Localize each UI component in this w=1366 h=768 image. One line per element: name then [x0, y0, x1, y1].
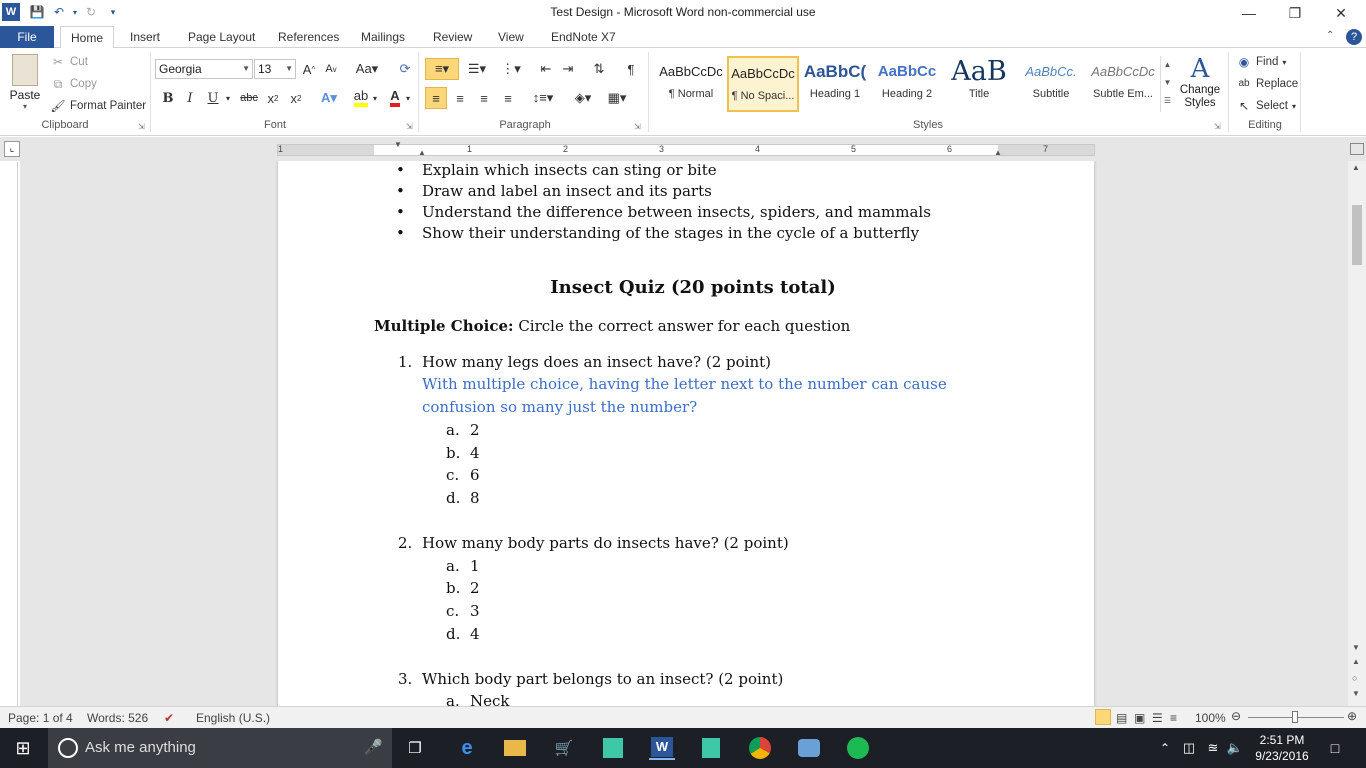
bullets-button[interactable]: ≡▾ — [425, 58, 459, 80]
spotify-icon[interactable] — [845, 736, 871, 760]
change-styles-icon: A — [1190, 54, 1210, 84]
underline-button[interactable]: U — [207, 90, 219, 106]
list-item: • — [396, 224, 405, 242]
multilevel-list-button[interactable]: ⋮▾ — [501, 61, 521, 76]
edge-browser-icon[interactable]: e — [461, 736, 473, 759]
option-letter: c. — [446, 466, 460, 484]
zoom-slider-thumb[interactable] — [1292, 711, 1298, 723]
editing-group-label: Editing — [1248, 119, 1282, 131]
highlighter-icon: ab — [354, 89, 368, 107]
ribbon — [0, 48, 1366, 136]
option-text: 8 — [470, 489, 480, 507]
grow-font-button[interactable]: A ^ — [302, 61, 316, 77]
copy-button[interactable]: ⧉ Copy — [50, 76, 97, 92]
paste-button[interactable] — [6, 52, 44, 112]
multiple-choice-instructions: Multiple Choice: Circle the correct answer for each question — [374, 317, 851, 335]
question-number: 1. — [398, 353, 413, 371]
paste-icon — [12, 54, 38, 86]
option-text: 2 — [470, 421, 480, 439]
shading-button[interactable]: ◈▾ — [574, 90, 592, 105]
style-no-spacing[interactable]: AaBbCcDc ¶ No Spaci... — [727, 56, 799, 112]
text-effects-button[interactable]: A▾ — [321, 90, 337, 105]
battery-icon[interactable]: ◫ — [1182, 740, 1196, 755]
calculator-icon[interactable] — [698, 736, 724, 760]
numbering-button[interactable]: ☰▾ — [467, 61, 487, 76]
list-item: Show their understanding of the stages in the cycle of a butterfly — [422, 224, 920, 242]
question-text: Which body part belongs to an insect? (2 point) — [422, 670, 784, 688]
zoom-out-icon[interactable]: ⊖ — [1231, 709, 1242, 723]
show-hide-marks-button[interactable]: ¶ — [627, 61, 635, 77]
language-indicator[interactable]: English (U.S.) — [196, 711, 271, 725]
option-letter: d. — [446, 625, 461, 643]
ruler-number: 4 — [755, 144, 761, 154]
styles-launcher-icon[interactable]: ⇲ — [1214, 122, 1221, 131]
option-text: Neck — [470, 692, 510, 706]
align-center-button[interactable]: ≡ — [456, 90, 464, 106]
shrink-font-button[interactable]: A v — [325, 63, 337, 75]
paragraph-launcher-icon[interactable]: ⇲ — [634, 122, 641, 131]
question-number: 2. — [398, 534, 413, 552]
binoculars-icon: ◉ — [1238, 55, 1250, 69]
vertical-scrollbar[interactable] — [1348, 161, 1366, 706]
format-painter-button[interactable]: 🖌 Format Painter — [50, 99, 147, 113]
option-letter: c. — [446, 602, 460, 620]
tab-endnote[interactable]: EndNote X7 — [551, 30, 616, 44]
word-taskbar-icon[interactable]: W — [649, 736, 675, 760]
redo-icon[interactable]: ↻ — [85, 5, 97, 19]
outline-view-icon[interactable]: ☰ — [1152, 711, 1163, 725]
task-view-icon[interactable]: ❐ — [408, 740, 422, 757]
option-text: 4 — [470, 625, 480, 643]
question-text: How many body parts do insects have? (2 point) — [422, 534, 789, 552]
undo-dropdown-icon[interactable]: ▾ — [72, 7, 77, 17]
option-text: 3 — [470, 602, 480, 620]
option-letter: b. — [446, 444, 461, 462]
font-group-label: Font — [263, 119, 286, 131]
list-item: Explain which insects can sting or bite — [422, 161, 717, 179]
system-clock[interactable]: 2:51 PM 9/23/2016 — [1255, 733, 1309, 763]
right-indent-marker[interactable]: ▲ — [994, 148, 1002, 157]
proofing-icon[interactable]: ✔ — [164, 711, 175, 725]
tab-review[interactable]: Review — [433, 30, 473, 44]
bold-button[interactable]: B — [162, 90, 174, 106]
subscript-button[interactable]: x 2 — [267, 90, 279, 106]
comment-text: confusion so many just the number? — [422, 398, 698, 416]
help-icon[interactable]: ? — [1346, 29, 1362, 45]
question-number: 3. — [398, 670, 413, 688]
option-text: 4 — [470, 444, 480, 462]
change-styles-button[interactable]: A Change Styles — [1179, 54, 1221, 109]
page-count[interactable]: Page: 1 of 4 — [8, 711, 73, 725]
increase-indent-button[interactable]: ⇥ — [562, 61, 574, 76]
sort-button[interactable]: ⇅ — [593, 61, 605, 76]
decrease-indent-button[interactable]: ⇤ — [540, 61, 552, 76]
option-letter: b. — [446, 579, 461, 597]
highlight-button[interactable] — [350, 87, 372, 109]
ruler-number: 1 — [467, 144, 473, 154]
word-count[interactable]: Words: 526 — [87, 711, 149, 725]
first-line-indent-marker[interactable]: ▼ — [394, 140, 402, 149]
hanging-indent-marker[interactable]: ▲ — [418, 148, 426, 157]
list-item: Draw and label an insect and its parts — [422, 182, 712, 200]
title-bar — [0, 0, 1366, 26]
font-size-combo[interactable]: 13 ▼ — [254, 59, 296, 79]
paste-label: Paste — [9, 88, 41, 102]
customize-qat-icon[interactable]: ▾ — [110, 6, 116, 17]
justify-button[interactable]: ≡ — [504, 90, 512, 106]
ruler-number: 2 — [563, 144, 569, 154]
style-subtle-emphasis[interactable]: AaBbCcDc Subtle Em... — [1091, 64, 1155, 100]
chevron-down-icon: ▼ — [242, 64, 250, 73]
action-center-icon[interactable]: □ — [1330, 740, 1340, 756]
option-text: 1 — [470, 557, 480, 575]
highlight-dropdown-icon[interactable]: ▾ — [372, 93, 377, 103]
ruler-number: 7 — [1043, 144, 1049, 154]
option-letter: d. — [446, 489, 461, 507]
volume-icon[interactable]: 🔈 — [1226, 740, 1244, 755]
style-normal[interactable]: AaBbCcDc ¶ Normal — [659, 64, 723, 100]
ruler-number: 6 — [947, 144, 953, 154]
draft-view-icon[interactable]: ≡ — [1170, 711, 1178, 725]
superscript-button[interactable]: x 2 — [290, 90, 302, 106]
web-layout-view-icon[interactable]: ▣ — [1134, 711, 1146, 725]
tab-selector-button[interactable]: ⌞ — [4, 141, 20, 157]
styles-group-label: Styles — [913, 119, 943, 131]
paintbrush-icon: 🖌 — [50, 99, 66, 113]
list-item: • — [396, 182, 405, 200]
divider — [150, 52, 151, 132]
font-launcher-icon[interactable]: ⇲ — [406, 122, 413, 131]
ruler-number: 3 — [659, 144, 665, 154]
minimize-button[interactable]: — — [1242, 5, 1256, 21]
style-heading-2[interactable]: AaBbCc Heading 2 — [877, 63, 937, 100]
tab-view[interactable]: View — [498, 30, 524, 44]
clear-formatting-button[interactable]: ⟳ — [399, 61, 411, 76]
chevron-down-icon: ▼ — [285, 64, 293, 73]
restore-button[interactable]: ❐ — [1288, 4, 1302, 21]
cursor-icon: ↖ — [1238, 99, 1250, 113]
font-name-combo[interactable]: Georgia ▼ — [155, 59, 253, 79]
paste-dropdown-icon: ▾ — [22, 102, 27, 111]
option-text: 6 — [470, 466, 480, 484]
microphone-icon[interactable]: 🎤 — [364, 739, 383, 756]
italic-button[interactable]: I — [187, 90, 193, 106]
close-button[interactable]: ✕ — [1335, 4, 1347, 21]
option-letter: a. — [446, 692, 460, 706]
select-button[interactable]: ↖ Select ▾ — [1236, 98, 1296, 114]
align-right-button[interactable]: ≡ — [480, 90, 488, 106]
scroll-down-icon[interactable]: ▼ — [1352, 643, 1360, 652]
search-placeholder: Ask me anything — [85, 739, 196, 756]
collapse-ribbon-icon[interactable]: ⌃ — [1326, 30, 1335, 41]
font-color-dropdown-icon[interactable]: ▾ — [405, 93, 410, 103]
save-icon[interactable]: 💾 — [29, 5, 45, 19]
divider — [1228, 52, 1229, 132]
option-text: 2 — [470, 579, 480, 597]
horizontal-ruler[interactable] — [277, 140, 1095, 157]
file-explorer-icon[interactable] — [502, 736, 528, 760]
status-bar — [0, 706, 1366, 728]
tab-file[interactable]: File — [0, 26, 54, 48]
window-title: Test Design - Microsoft Word non-commercial use — [550, 5, 816, 19]
line-spacing-button[interactable]: ↕≡▾ — [532, 90, 554, 105]
document-page[interactable] — [278, 161, 1094, 706]
ruler-number: 1 — [278, 144, 284, 154]
full-screen-view-icon[interactable]: ▤ — [1116, 711, 1128, 725]
print-layout-view-icon[interactable] — [1095, 709, 1111, 725]
document-area — [20, 161, 1348, 706]
sticky-notes-icon[interactable] — [600, 736, 626, 760]
style-heading-1[interactable]: AaBbC( Heading 1 — [803, 62, 867, 100]
ruler-number: 5 — [851, 144, 857, 154]
remote-desktop-icon[interactable] — [796, 736, 822, 760]
word-app-icon[interactable]: W — [2, 3, 20, 21]
option-letter: a. — [446, 421, 460, 439]
list-item: Understand the difference between insects, spiders, and mammals — [422, 203, 931, 221]
style-subtitle[interactable]: AaBbCc. Subtitle — [1025, 64, 1077, 100]
tab-mailings[interactable]: Mailings — [361, 30, 406, 44]
cortana-icon — [58, 738, 78, 758]
browse-object-icon[interactable]: ○ — [1352, 673, 1358, 683]
divider — [648, 52, 649, 132]
wifi-icon[interactable]: ≊ — [1207, 740, 1219, 755]
underline-dropdown-icon[interactable]: ▾ — [225, 93, 230, 103]
zoom-in-icon[interactable]: ⊕ — [1347, 709, 1358, 723]
show-hidden-icons-icon[interactable]: ⌃ — [1159, 741, 1171, 755]
list-item: • — [396, 203, 405, 221]
divider — [1300, 52, 1301, 132]
left-margin-area — [278, 145, 374, 155]
comment-text: With multiple choice, having the letter next to the number can cause — [422, 375, 947, 393]
question-text: How many legs does an insect have? (2 point) — [422, 353, 772, 371]
scroll-up-icon[interactable]: ▲ — [1352, 163, 1360, 172]
clipboard-group-label: Clipboard — [41, 119, 89, 131]
styles-gallery-scroll[interactable]: ▲ ▼ ☰ — [1160, 56, 1174, 112]
clipboard-launcher-icon[interactable]: ⇲ — [138, 122, 145, 131]
strikethrough-button[interactable]: abc — [240, 92, 258, 104]
borders-button[interactable]: ▦▾ — [607, 90, 627, 105]
copy-icon: ⧉ — [53, 77, 63, 91]
paragraph-group-label: Paragraph — [499, 119, 551, 131]
store-icon[interactable]: 🛒 — [554, 740, 574, 757]
windows-start-icon[interactable]: ⊞ — [15, 737, 31, 758]
align-left-button[interactable]: ≡ — [425, 87, 447, 109]
next-page-icon[interactable]: ▼ — [1352, 689, 1360, 698]
cut-button[interactable]: ✂ Cut — [50, 54, 88, 70]
quiz-heading: Insect Quiz (20 points total) — [550, 277, 836, 298]
vertical-ruler[interactable] — [6, 162, 18, 706]
taskbar — [0, 728, 1366, 768]
view-ruler-icon[interactable] — [1350, 143, 1364, 155]
find-button[interactable]: ◉ Find ▾ — [1236, 54, 1286, 70]
tab-insert[interactable]: Insert — [130, 30, 161, 44]
chrome-icon[interactable] — [747, 736, 773, 760]
tab-home[interactable]: Home — [60, 26, 114, 49]
font-color-icon: A — [390, 89, 399, 107]
option-letter: a. — [446, 557, 460, 575]
tab-references[interactable]: References — [278, 30, 340, 44]
style-title[interactable]: AaB Title — [951, 56, 1007, 100]
tab-page-layout[interactable]: Page Layout — [188, 30, 256, 44]
replace-icon: ab — [1238, 78, 1250, 89]
list-item: • — [396, 161, 405, 179]
zoom-level[interactable]: 100% — [1195, 711, 1226, 725]
divider — [418, 52, 419, 132]
scissors-icon: ✂ — [52, 55, 64, 69]
cortana-search-box[interactable] — [48, 728, 392, 768]
change-case-button[interactable]: Aa▾ — [355, 61, 379, 76]
previous-page-icon[interactable]: ▲ — [1352, 657, 1360, 666]
scrollbar-thumb[interactable] — [1352, 205, 1362, 265]
ribbon-tabs — [0, 26, 1366, 48]
undo-icon[interactable]: ↶ — [53, 5, 65, 19]
replace-button[interactable]: ab Replace — [1236, 76, 1298, 92]
